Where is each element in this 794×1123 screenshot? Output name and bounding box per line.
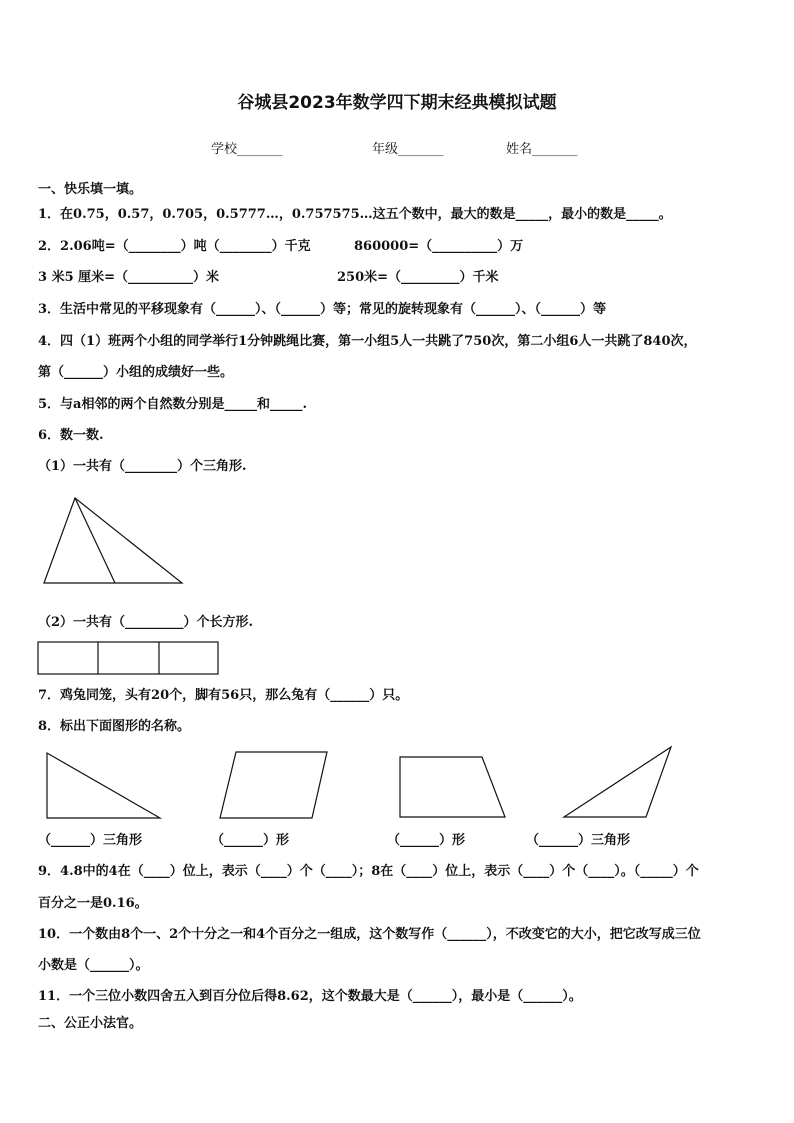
q8-label-2: （______）形 [211,833,290,848]
page-title: 谷城县2023年数学四下期末经典模拟试题 [237,93,557,113]
grade-field[interactable]: 年级_______ [372,142,444,157]
q8-parallelogram [220,752,327,818]
question-9-line-1: 9．4.8中的4在（____）位上，表示（____）个（____）；8在（____）位上，表示（____）个（____）。（_____）个 [38,864,699,879]
section-2-heading: 二、公正小法官。 [38,1016,143,1031]
question-6: 6．数一数. [38,428,104,443]
q8-right-triangle [47,753,160,818]
q8-trapezoid [400,757,505,817]
school-field[interactable]: 学校_______ [211,142,283,157]
question-5: 5．与a相邻的两个自然数分别是_____和_____. [38,397,307,412]
question-2-part-d: 250米=（_________）千米 [337,270,499,285]
question-2-part-b: 860000=（__________）万 [354,239,524,254]
question-10-line-2: 小数是（______）。 [38,958,149,973]
q8-label-3: （______）形 [387,833,466,848]
question-8: 8．标出下面图形的名称。 [38,719,191,734]
question-6-part-2: （2）一共有（_________）个长方形. [38,615,254,630]
q6-triangle-inner-line [75,498,115,583]
q8-obtuse-triangle [564,747,671,817]
question-2-part-a: 2．2.06吨=（________）吨（________）千克 [38,239,311,254]
section-1-heading: 一、快乐填一填。 [38,182,143,197]
q6-rectangles-figure [38,642,218,674]
q8-label-4: （______）三角形 [526,833,631,848]
question-1: 1．在0.75，0.57，0.705，0.5777…，0.757575…这五个数中，最大的数是_____，最小的数是_____。 [38,207,672,222]
question-9-line-2: 百分之一是0.16。 [38,896,148,911]
question-10-line-1: 10．一个数由8个一、2个十分之一和4个百分之一组成，这个数写作（______），不改变它的大小，把它改写成三位 [38,927,701,942]
question-7: 7．鸡兔同笼，头有20个，脚有56只，那么兔有（______）只。 [38,688,409,703]
question-2-part-c: 3 米5 厘米=（__________）米 [38,270,220,285]
name-field[interactable]: 姓名_______ [506,142,578,157]
q8-label-1: （______）三角形 [38,833,143,848]
q6-triangle-figure [44,498,182,583]
question-3: 3．生活中常见的平移现象有（______）、（______）等；常见的旋转现象有（______）、（______）等 [38,302,607,317]
question-4-line-2: 第（______）小组的成绩好一些。 [38,365,234,380]
question-11: 11．一个三位小数四舍五入到百分位后得8.62，这个数最大是（______），最小是（______）。 [38,989,582,1004]
question-4-line-1: 4．四（1）班两个小组的同学举行1分钟跳绳比赛，第一小组5人一共跳了750次，第二小组6人一共跳了840次， [38,334,697,349]
question-6-part-1: （1）一共有（________）个三角形. [38,459,247,474]
